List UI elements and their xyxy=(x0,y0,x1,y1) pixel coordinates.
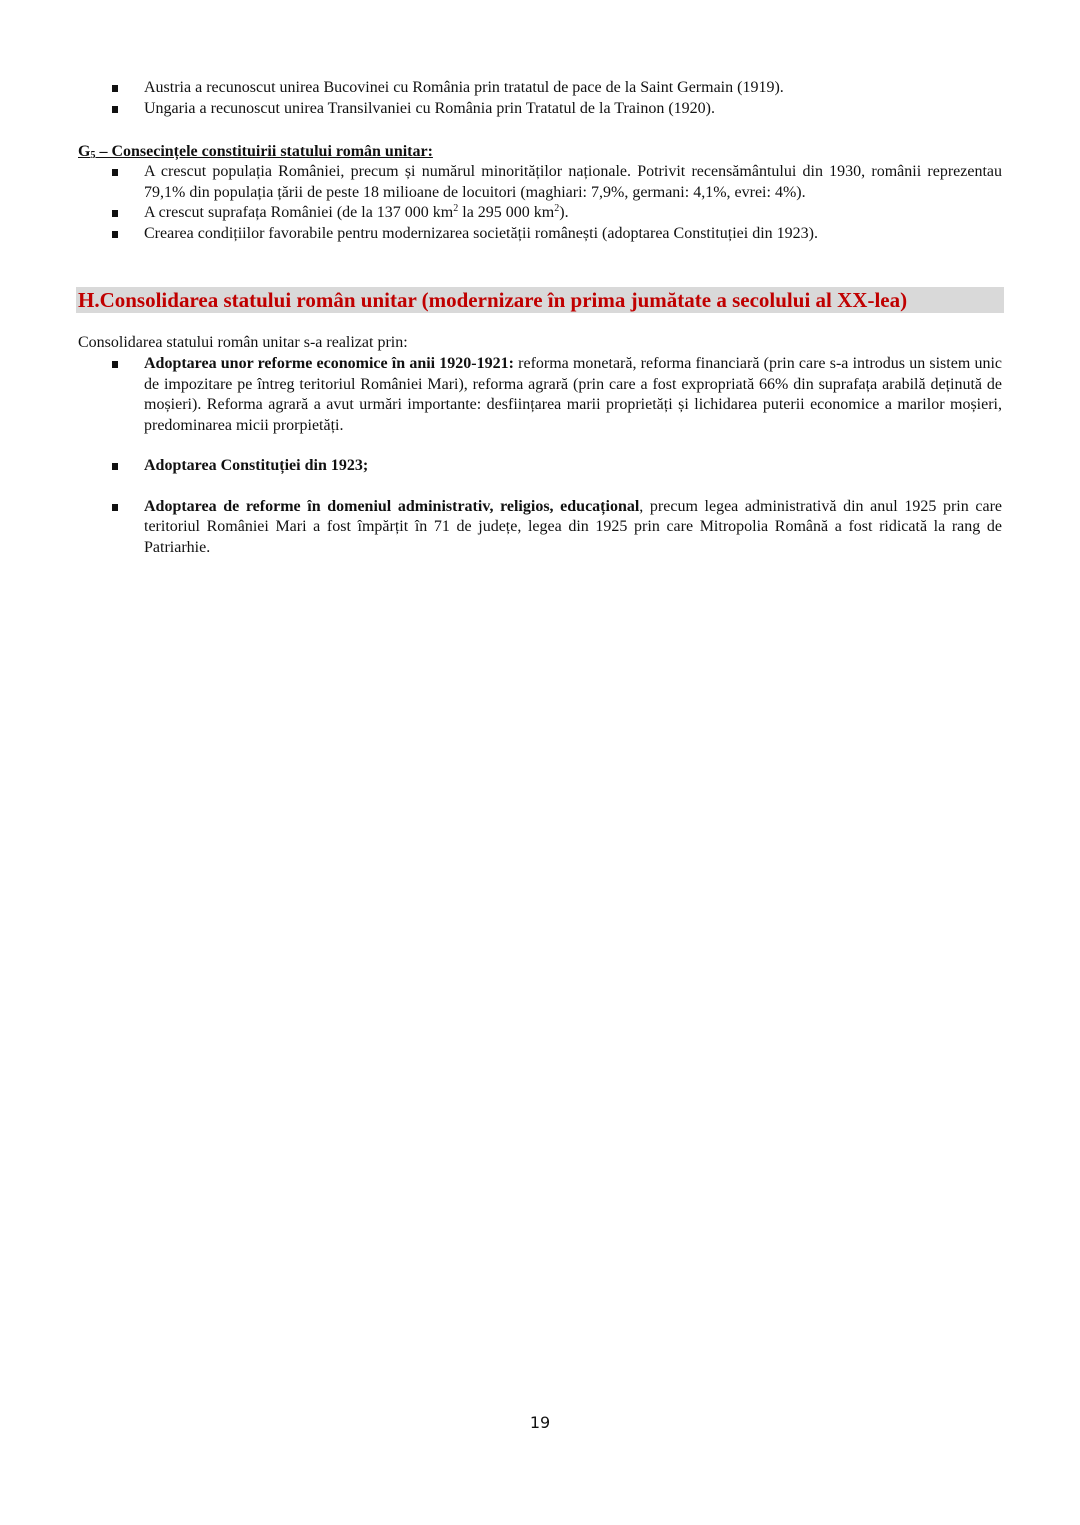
list-item xyxy=(0,224,1080,245)
square-bullet-icon xyxy=(112,361,118,368)
square-bullet-icon xyxy=(112,169,118,176)
square-bullet-icon xyxy=(112,463,118,470)
list-item xyxy=(0,78,1080,99)
square-bullet-icon xyxy=(112,210,118,217)
list-item xyxy=(0,203,1080,224)
list-item xyxy=(0,99,1080,120)
list-item-text: A crescut suprafața României (de la 137 000 km xyxy=(144,204,454,221)
list-item xyxy=(0,456,1080,477)
square-bullet-icon xyxy=(112,85,118,92)
consolidation-list xyxy=(0,354,1080,558)
list-item-text: reforma monetară, reforma financiară (prin care s-a introdus un sistem unic de impozitare pe întreg teritoriul României Mari), reforma agrară (prin care a fost expropriată 66% din suprafața arabilă deținută de moșieri). Reforma agrară a avut urmări importante: desființarea marii proprietăți și lichidarea puterii economice a marilor moșieri, predominarea micii prorpietăți. xyxy=(144,355,1003,434)
g5-label-subscript: 5 xyxy=(90,150,96,161)
g5-title-text: – Consecințele constituirii statului român unitar: xyxy=(95,143,433,160)
list-item-text: A crescut populația României, precum și numărul minorităților naționale. Potrivit recensământului din 1930, românii reprezentau 79,1% din populația țării de peste 18 milioane de locuitori (maghiari: 7,9%, germani: 4,1%, evrei: 4%). xyxy=(144,163,1002,201)
list-item-text: Crearea condițiilor favorabile pentru modernizarea societății românești (adoptarea Constituției din 1923). xyxy=(144,224,818,242)
list-item-text: , precum legea administrativă din anul 1925 prin care teritoriul României Mari a fost împărțit în 71 de județe, legea din 1925 prin care Mitropolia Română a fost ridicată la rang de Patriarhie. xyxy=(144,497,1002,556)
list-item-bold: Adoptarea Constituției din 1923; xyxy=(144,457,369,474)
list-item-text: Ungaria a recunoscut unirea Transilvaniei cu România prin Tratatul de la Trainon (1920). xyxy=(144,99,716,117)
list-item xyxy=(0,354,1080,436)
list-item-bold: Adoptarea unor reforme economice în anii 1920-1921: xyxy=(144,355,514,372)
list-item-text: ). xyxy=(559,204,569,221)
treaties-list xyxy=(0,78,1080,119)
square-bullet-icon xyxy=(112,106,118,113)
list-item-text: Austria a recunoscut unirea Bucovinei cu România prin tratatul de pace de la Saint Germain (1919). xyxy=(144,79,784,96)
consequences-list xyxy=(0,162,1080,244)
g5-label: G xyxy=(78,143,91,160)
superscript: 2 xyxy=(554,203,560,214)
list-item-text: la 295 000 km xyxy=(458,204,555,221)
superscript: 2 xyxy=(453,203,459,214)
list-item-bold: Adoptarea de reforme în domeniul administrativ, religios, educațional xyxy=(144,497,640,515)
page-number: 19 xyxy=(529,1413,551,1432)
square-bullet-icon xyxy=(112,231,118,238)
list-item xyxy=(0,497,1080,559)
section-heading: H.Consolidarea statului român unitar (modernizare în prima jumătate a secolului al XX-lea) xyxy=(78,288,908,312)
section-intro: Consolidarea statului român unitar s-a realizat prin: xyxy=(78,334,408,351)
list-item xyxy=(0,162,1080,203)
square-bullet-icon xyxy=(112,504,118,511)
